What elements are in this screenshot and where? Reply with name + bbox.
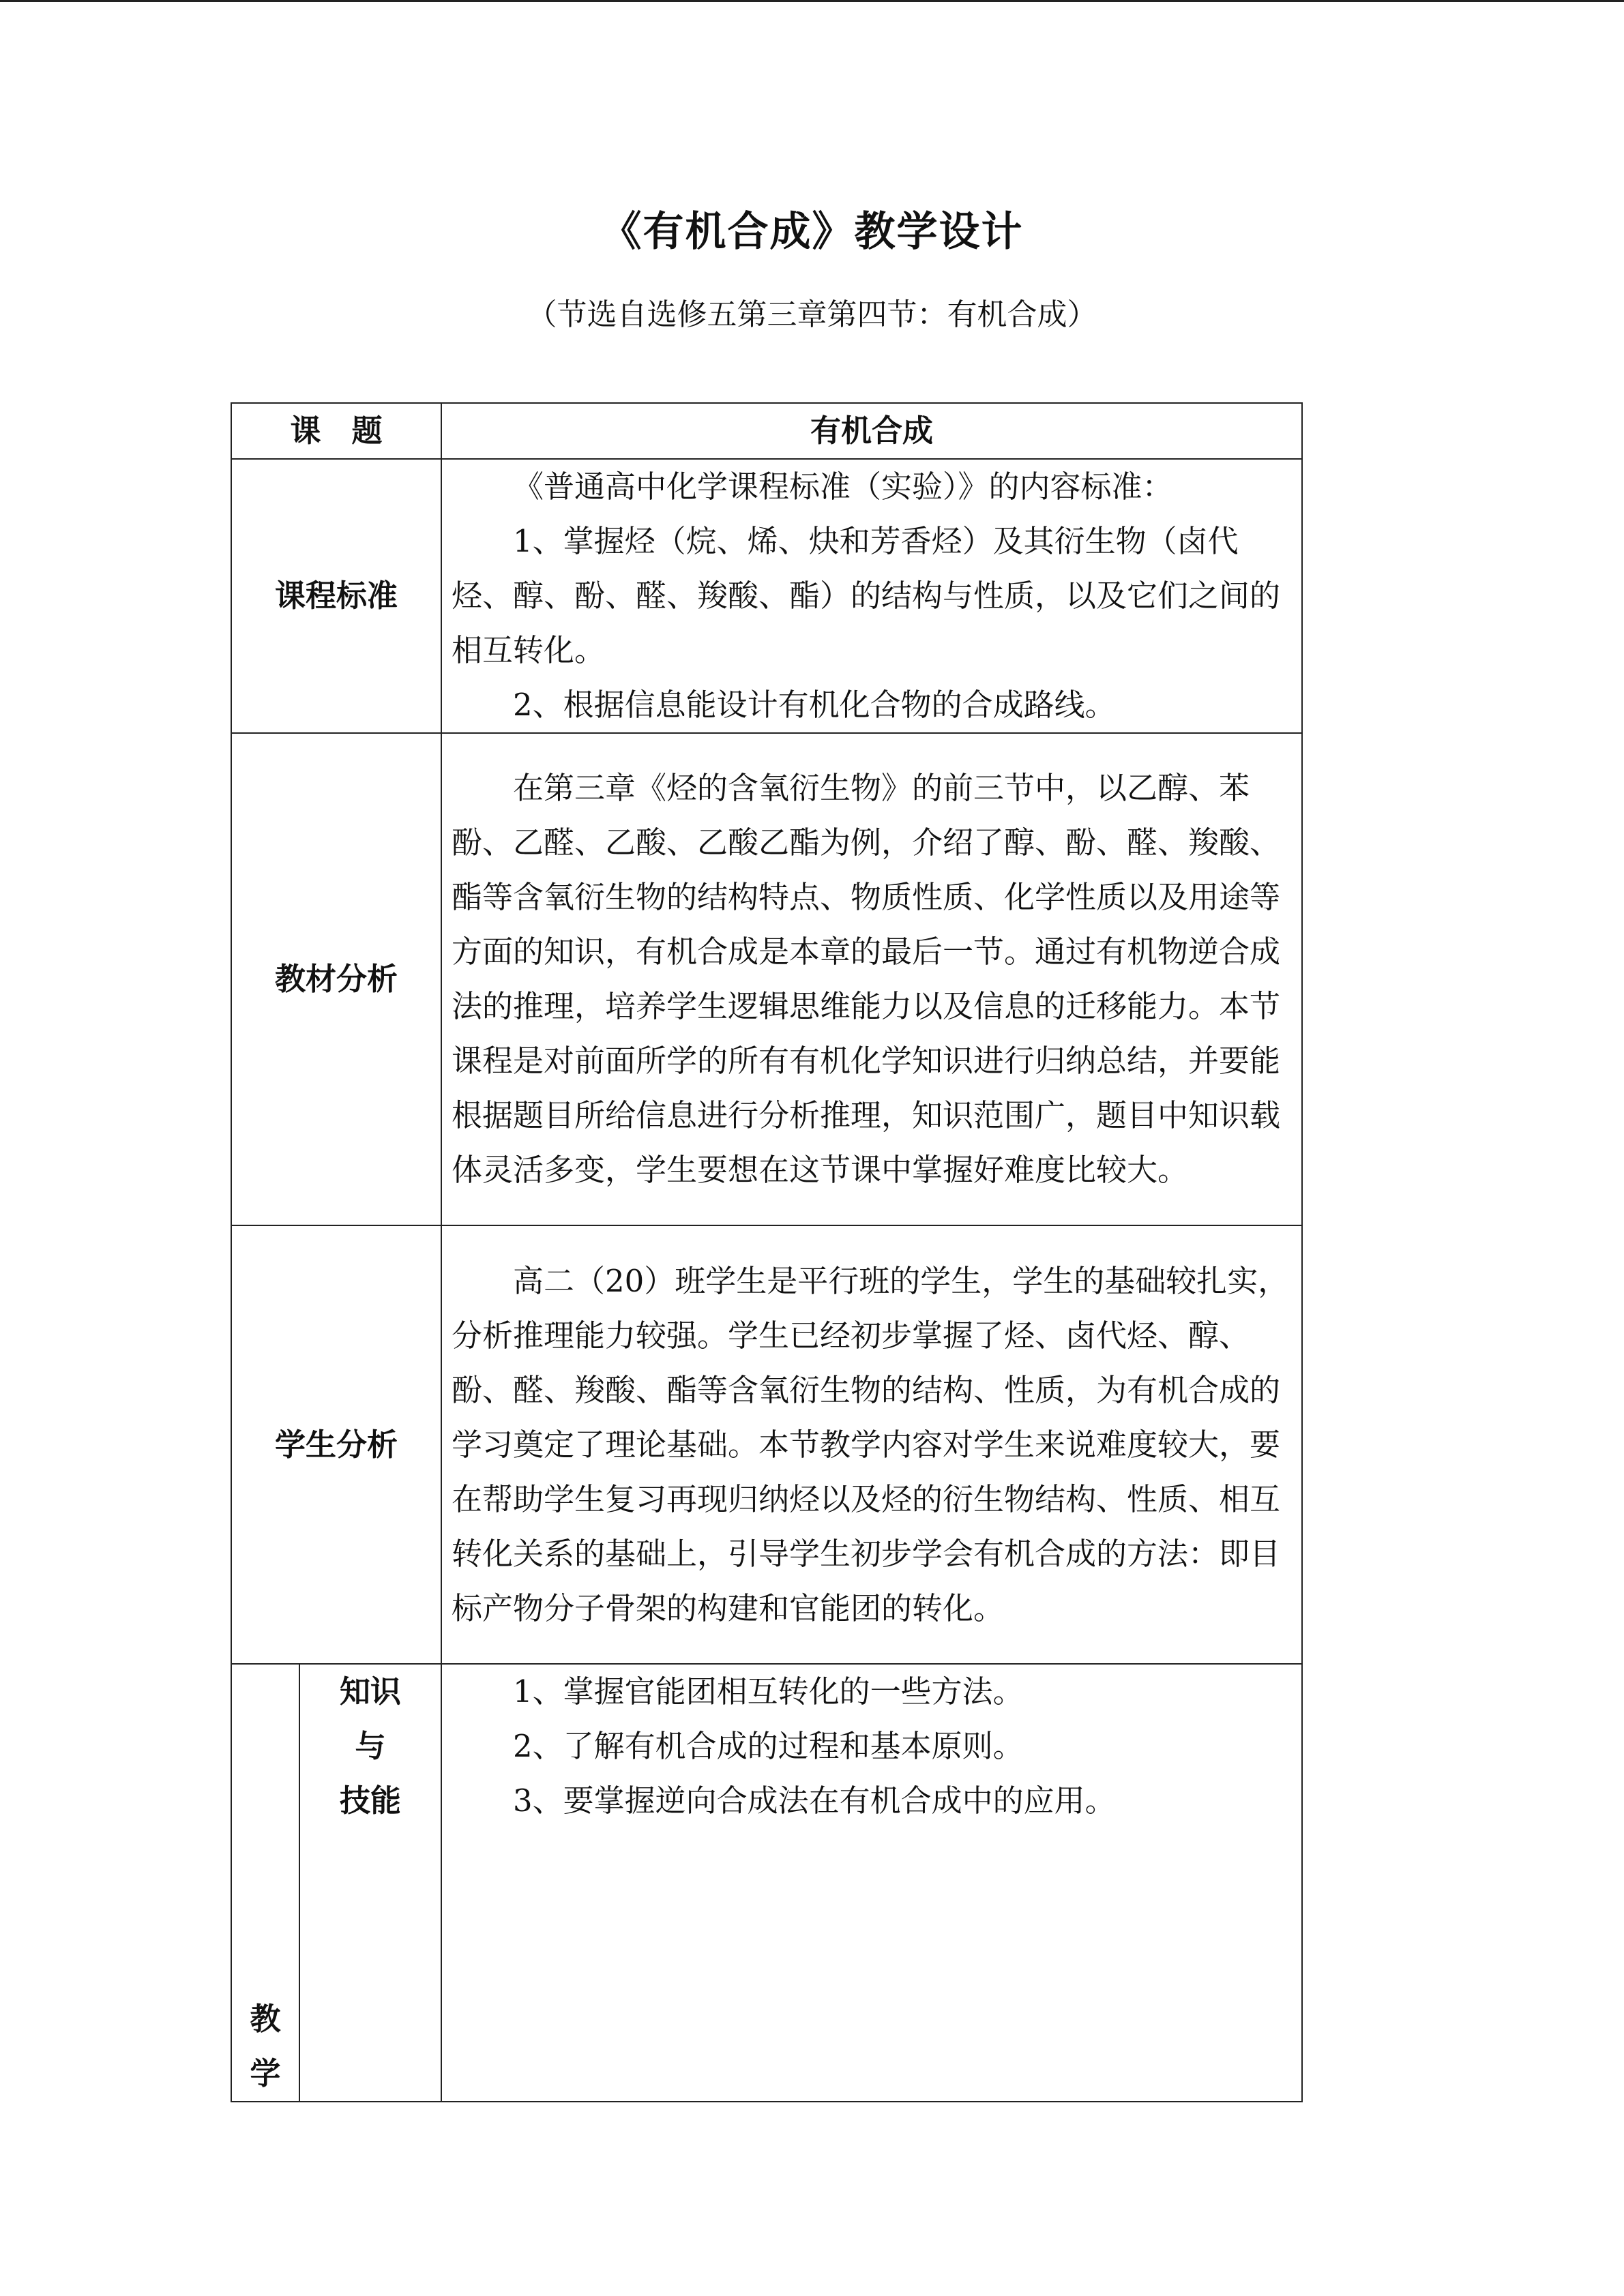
knowledge-skills-label-part: 与: [355, 1728, 386, 1764]
teaching-goals-label-char: 教: [250, 2001, 281, 2037]
student-analysis-content: [441, 1225, 1302, 1664]
page-top-border: [0, 0, 1624, 2]
document-title: 《有机合成》教学设计: [600, 208, 1024, 256]
row-teaching-goals: [231, 1664, 1302, 2102]
student-analysis-label: 学生分析: [231, 1225, 441, 1664]
knowledge-skills-content: [441, 1664, 1302, 2102]
row-topic: [231, 403, 1302, 459]
knowledge-skills-item: 3、要掌握逆向合成法在有机合成中的应用。: [513, 1783, 1116, 1819]
document-subtitle: （节选自选修五第三章第四节：有机合成）: [527, 297, 1097, 332]
textbook-analysis-label: 教材分析: [231, 733, 441, 1225]
topic-label: 课 题: [231, 403, 441, 459]
curriculum-standard-label: 课程标准: [231, 459, 441, 733]
curriculum-standard-line: 《普通高中化学课程标准（实验）》的内容标准：: [513, 468, 1173, 505]
row-curriculum-standard: [231, 459, 1302, 733]
knowledge-skills-label-part: 知识: [340, 1673, 402, 1710]
curriculum-standard-line: 1、掌握烃（烷、烯、炔和芳香烃）及其衍生物（卤代烃、醇、酚、醛、羧酸、酯）的结构与性质，以及它们之间的相互转化。: [452, 523, 1281, 668]
row-student-analysis: [231, 1225, 1302, 1664]
teaching-goals-label-char: 学: [250, 2055, 281, 2091]
row-textbook-analysis: [231, 733, 1302, 1225]
curriculum-standard-content: [441, 459, 1302, 733]
curriculum-standard-line: 2、根据信息能设计有机化合物的合成路线。: [513, 687, 1116, 723]
knowledge-skills-item: 2、了解有机合成的过程和基本原则。: [513, 1728, 1024, 1764]
knowledge-skills-label-part: 技能: [340, 1783, 402, 1819]
textbook-analysis-text: 在第三章《烃的含氧衍生物》的前三节中，以乙醇、苯酚、乙醛、乙酸、乙酸乙酯为例，介绍了醇、酚、醛、羧酸、酯等含氧衍生物的结构特点、物质性质、化学性质以及用途等方面的知识，有机合成是本章的最后一节。通过有机物逆合成法的推理，培养学生逻辑思维能力以及信息的迁移能力。本节课程是对前面所学的所有有机化学知识进行归纳总结，并要能根据题目所给信息进行分析推理，知识范围广，题目中知识载体灵活多变，学生要想在这节课中掌握好难度比较大。: [452, 770, 1281, 1188]
knowledge-skills-item: 1、掌握官能团相互转化的一些方法。: [513, 1673, 1024, 1710]
lesson-plan-table: [231, 402, 1303, 2102]
knowledge-skills-label: [299, 1664, 441, 2102]
topic-value: 有机合成: [441, 403, 1302, 459]
textbook-analysis-content: [441, 733, 1302, 1225]
teaching-goals-label: [231, 1664, 299, 2102]
student-analysis-text: 高二（20）班学生是平行班的学生，学生的基础较扎实，分析推理能力较强。学生已经初步掌握了烃、卤代烃、醇、酚、醛、羧酸、酯等含氧衍生物的结构、性质，为有机合成的学习奠定了理论基础。本节教学内容对学生来说难度较大，要在帮助学生复习再现归纳烃以及烃的衍生物结构、性质、相互转化关系的基础上，引导学生初步学会有机合成的方法：即目标产物分子骨架的构建和官能团的转化。: [452, 1262, 1289, 1626]
